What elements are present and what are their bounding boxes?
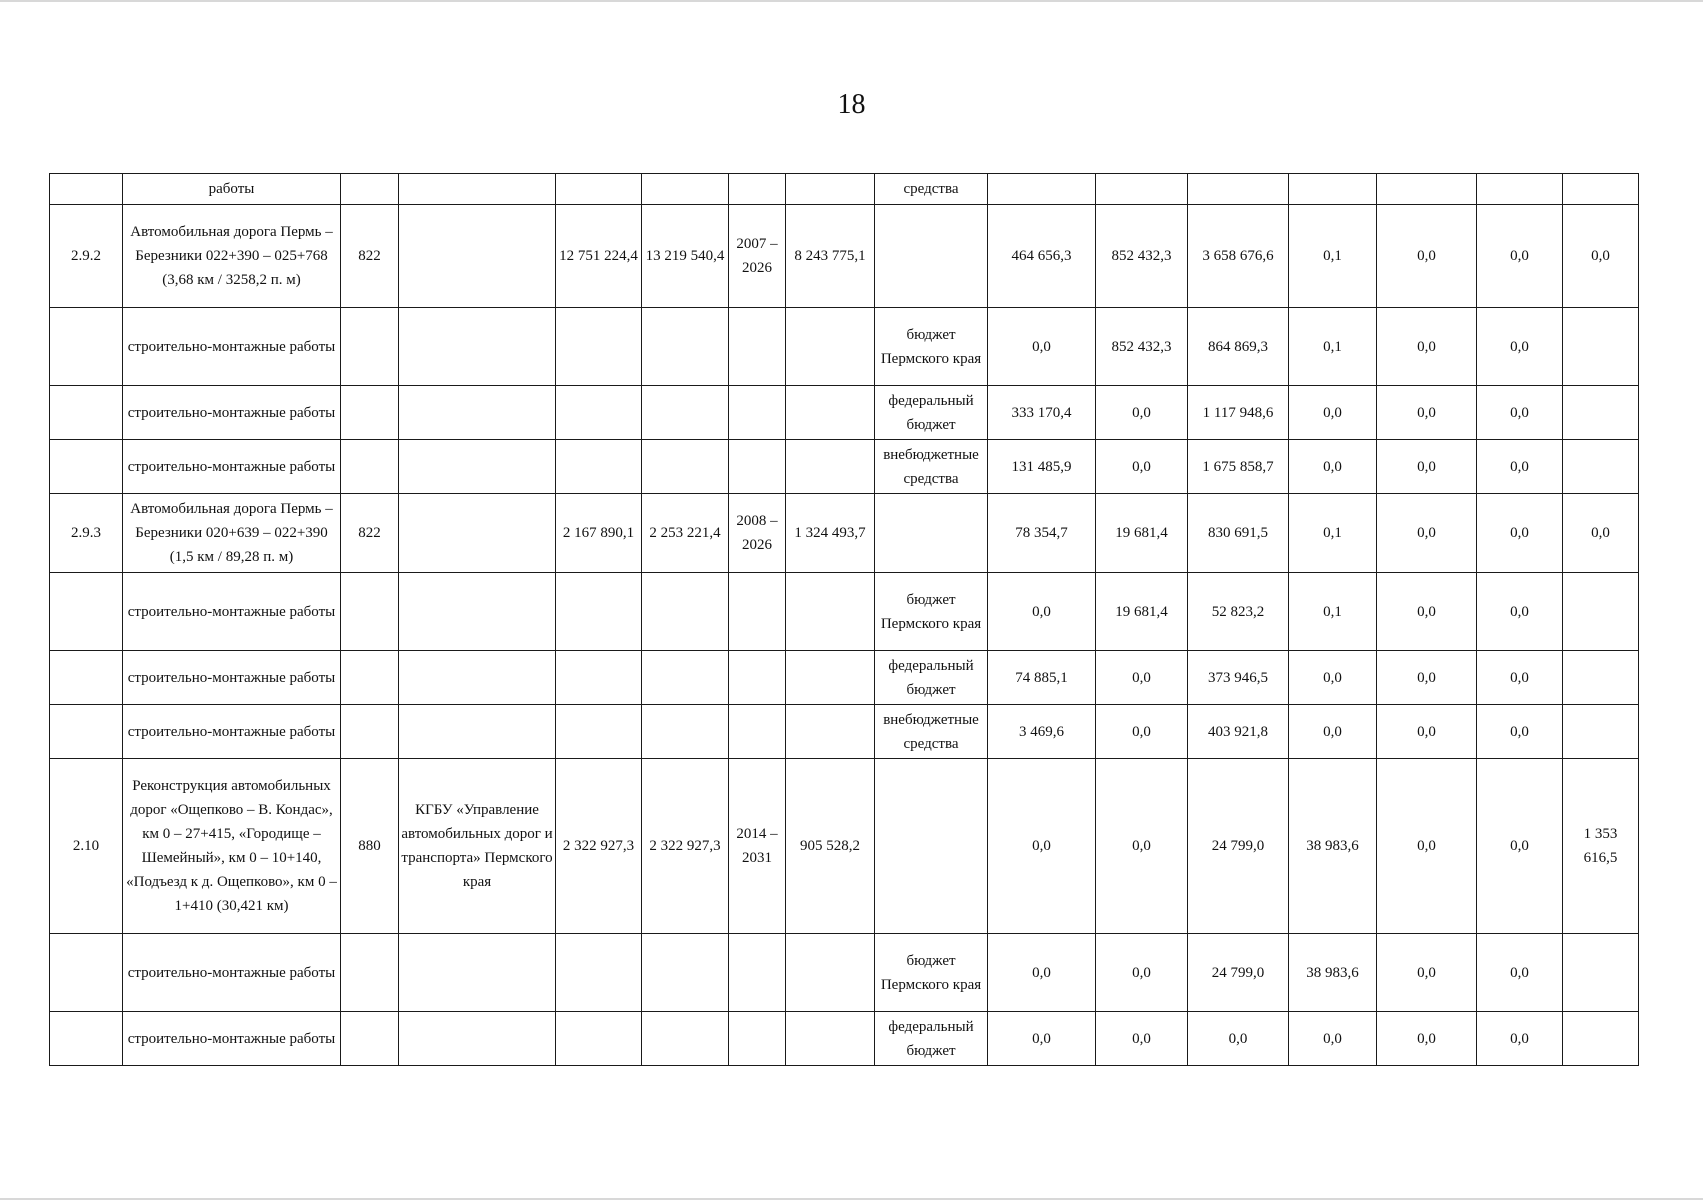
table-body: [50, 174, 1639, 1066]
cell-item-name: строительно-монтажные работы: [123, 386, 341, 440]
cell-value-year-2: 0,0: [1096, 1012, 1188, 1066]
table-row-subitem: [50, 308, 1639, 386]
cell-value-year-3: 403 921,8: [1188, 705, 1289, 759]
cell-cost-total: [642, 308, 729, 386]
cell-estimated-cost: 2 322 927,3: [556, 759, 642, 934]
cell-spent-prior: 8 243 775,1: [786, 205, 875, 308]
cell-value-year-6: 0,0: [1477, 308, 1563, 386]
cell-estimated-cost: 2 167 890,1: [556, 494, 642, 573]
cell-value-year-2: [1096, 174, 1188, 205]
cell-code: [341, 705, 399, 759]
cell-funding-source: внебюджетные средства: [875, 440, 988, 494]
cell-spent-prior: 905 528,2: [786, 759, 875, 934]
table-row-subitem: [50, 440, 1639, 494]
cell-funding-source: средства: [875, 174, 988, 205]
cell-cost-total: [642, 705, 729, 759]
cell-value-year-5: 0,0: [1377, 308, 1477, 386]
cell-spent-prior: 1 324 493,7: [786, 494, 875, 573]
table-row-subitem: [50, 1012, 1639, 1066]
cell-period: [729, 934, 786, 1012]
cell-executor: [399, 1012, 556, 1066]
cell-funding-source: бюджет Пермского края: [875, 934, 988, 1012]
cell-value-year-5: 0,0: [1377, 934, 1477, 1012]
cell-estimated-cost: [556, 174, 642, 205]
cell-spent-prior: [786, 934, 875, 1012]
cell-value-year-3: 1 675 858,7: [1188, 440, 1289, 494]
cell-period: 2007 – 2026: [729, 205, 786, 308]
cell-value-year-1: 131 485,9: [988, 440, 1096, 494]
table-row-subitem: [50, 651, 1639, 705]
cell-value-year-2: 0,0: [1096, 934, 1188, 1012]
cell-period: [729, 308, 786, 386]
cell-executor: [399, 205, 556, 308]
cell-value-year-6: 0,0: [1477, 651, 1563, 705]
cell-value-year-6: 0,0: [1477, 759, 1563, 934]
cell-executor: [399, 440, 556, 494]
cell-period: 2014 – 2031: [729, 759, 786, 934]
cell-value-year-2: 852 432,3: [1096, 308, 1188, 386]
cell-spent-prior: [786, 1012, 875, 1066]
cell-spent-prior: [786, 174, 875, 205]
cell-value-year-4: 0,0: [1289, 651, 1377, 705]
cell-estimated-cost: 12 751 224,4: [556, 205, 642, 308]
cell-item-name: работы: [123, 174, 341, 205]
cell-value-year-3: 830 691,5: [1188, 494, 1289, 573]
cell-value-year-1: [988, 174, 1096, 205]
cell-period: [729, 705, 786, 759]
cell-period: [729, 440, 786, 494]
cell-value-year-1: 0,0: [988, 934, 1096, 1012]
cell-value-year-5: 0,0: [1377, 573, 1477, 651]
cell-value-year-3: 1 117 948,6: [1188, 386, 1289, 440]
cell-value-year-2: 0,0: [1096, 386, 1188, 440]
cell-spent-prior: [786, 651, 875, 705]
budget-table: [49, 173, 1639, 1066]
cell-item-name: Автомобильная дорога Пермь – Березники 020+639 – 022+390 (1,5 км / 89,28 п. м): [123, 494, 341, 573]
cell-executor: [399, 705, 556, 759]
cell-cost-total: 13 219 540,4: [642, 205, 729, 308]
cell-value-year-3: 3 658 676,6: [1188, 205, 1289, 308]
cell-spent-prior: [786, 573, 875, 651]
cell-row-number: [50, 308, 123, 386]
cell-item-name: строительно-монтажные работы: [123, 308, 341, 386]
cell-period: [729, 651, 786, 705]
cell-value-year-3: 52 823,2: [1188, 573, 1289, 651]
cell-estimated-cost: [556, 934, 642, 1012]
cell-row-number: [50, 573, 123, 651]
cell-code: [341, 174, 399, 205]
cell-item-name: Автомобильная дорога Пермь – Березники 022+390 – 025+768 (3,68 км / 3258,2 п. м): [123, 205, 341, 308]
cell-value-year-5: 0,0: [1377, 651, 1477, 705]
cell-value-year-3: 373 946,5: [1188, 651, 1289, 705]
cell-estimated-cost: [556, 651, 642, 705]
cell-value-year-6: 0,0: [1477, 494, 1563, 573]
cell-item-name: строительно-монтажные работы: [123, 705, 341, 759]
cell-value-year-7: [1563, 651, 1639, 705]
cell-item-name: строительно-монтажные работы: [123, 573, 341, 651]
table-row-object: [50, 494, 1639, 573]
cell-estimated-cost: [556, 440, 642, 494]
cell-funding-source: бюджет Пермского края: [875, 573, 988, 651]
cell-funding-source: [875, 205, 988, 308]
cell-value-year-3: 864 869,3: [1188, 308, 1289, 386]
cell-cost-total: [642, 440, 729, 494]
table-row-subitem: [50, 386, 1639, 440]
cell-funding-source: бюджет Пермского края: [875, 308, 988, 386]
cell-value-year-7: 0,0: [1563, 494, 1639, 573]
cell-code: 880: [341, 759, 399, 934]
cell-code: [341, 386, 399, 440]
cell-executor: [399, 174, 556, 205]
table-row-subitem: [50, 705, 1639, 759]
cell-code: [341, 934, 399, 1012]
cell-row-number: [50, 440, 123, 494]
cell-value-year-4: 0,1: [1289, 308, 1377, 386]
cell-value-year-2: 19 681,4: [1096, 494, 1188, 573]
cell-row-number: [50, 705, 123, 759]
cell-value-year-6: [1477, 174, 1563, 205]
cell-funding-source: [875, 494, 988, 573]
cell-funding-source: федеральный бюджет: [875, 1012, 988, 1066]
cell-item-name: строительно-монтажные работы: [123, 934, 341, 1012]
cell-value-year-1: 0,0: [988, 1012, 1096, 1066]
cell-item-name: строительно-монтажные работы: [123, 1012, 341, 1066]
cell-value-year-2: 0,0: [1096, 759, 1188, 934]
cell-value-year-7: 1 353 616,5: [1563, 759, 1639, 934]
cell-value-year-7: [1563, 440, 1639, 494]
cell-period: [729, 386, 786, 440]
cell-value-year-7: 0,0: [1563, 205, 1639, 308]
cell-cost-total: [642, 573, 729, 651]
cell-value-year-7: [1563, 1012, 1639, 1066]
table-row-object: [50, 759, 1639, 934]
cell-value-year-5: [1377, 174, 1477, 205]
cell-executor: КГБУ «Управление автомобильных дорог и транспорта» Пермского края: [399, 759, 556, 934]
cell-value-year-2: 0,0: [1096, 440, 1188, 494]
cell-value-year-6: 0,0: [1477, 705, 1563, 759]
cell-funding-source: федеральный бюджет: [875, 386, 988, 440]
cell-spent-prior: [786, 386, 875, 440]
cell-cost-total: 2 322 927,3: [642, 759, 729, 934]
scan-edge-top: [0, 0, 1703, 2]
cell-code: [341, 308, 399, 386]
cell-value-year-2: 0,0: [1096, 651, 1188, 705]
table-row-subitem: [50, 934, 1639, 1012]
cell-row-number: [50, 1012, 123, 1066]
cell-funding-source: федеральный бюджет: [875, 651, 988, 705]
cell-value-year-6: 0,0: [1477, 1012, 1563, 1066]
cell-code: [341, 1012, 399, 1066]
cell-estimated-cost: [556, 573, 642, 651]
cell-value-year-4: 0,1: [1289, 494, 1377, 573]
cell-item-name: строительно-монтажные работы: [123, 440, 341, 494]
cell-value-year-5: 0,0: [1377, 440, 1477, 494]
cell-value-year-1: 0,0: [988, 573, 1096, 651]
cell-value-year-5: 0,0: [1377, 1012, 1477, 1066]
cell-value-year-1: 333 170,4: [988, 386, 1096, 440]
cell-row-number: [50, 651, 123, 705]
cell-value-year-5: 0,0: [1377, 705, 1477, 759]
cell-value-year-1: 0,0: [988, 308, 1096, 386]
cell-value-year-5: 0,0: [1377, 494, 1477, 573]
cell-estimated-cost: [556, 705, 642, 759]
cell-value-year-4: [1289, 174, 1377, 205]
cell-value-year-4: 38 983,6: [1289, 759, 1377, 934]
cell-value-year-3: [1188, 174, 1289, 205]
cell-row-number: 2.9.3: [50, 494, 123, 573]
cell-value-year-7: [1563, 934, 1639, 1012]
cell-executor: [399, 573, 556, 651]
cell-estimated-cost: [556, 308, 642, 386]
cell-executor: [399, 651, 556, 705]
cell-cost-total: [642, 174, 729, 205]
cell-value-year-4: 0,0: [1289, 440, 1377, 494]
cell-value-year-4: 0,0: [1289, 1012, 1377, 1066]
cell-code: 822: [341, 494, 399, 573]
cell-value-year-7: [1563, 174, 1639, 205]
cell-executor: [399, 494, 556, 573]
cell-value-year-2: 0,0: [1096, 705, 1188, 759]
cell-value-year-6: 0,0: [1477, 205, 1563, 308]
cell-value-year-1: 3 469,6: [988, 705, 1096, 759]
cell-value-year-6: 0,0: [1477, 934, 1563, 1012]
cell-value-year-2: 19 681,4: [1096, 573, 1188, 651]
cell-cost-total: 2 253 221,4: [642, 494, 729, 573]
table-row-object: [50, 205, 1639, 308]
cell-value-year-7: [1563, 386, 1639, 440]
cell-value-year-3: 0,0: [1188, 1012, 1289, 1066]
cell-row-number: [50, 934, 123, 1012]
cell-value-year-4: 0,0: [1289, 386, 1377, 440]
cell-cost-total: [642, 651, 729, 705]
cell-value-year-7: [1563, 573, 1639, 651]
cell-period: [729, 1012, 786, 1066]
cell-cost-total: [642, 386, 729, 440]
cell-row-number: 2.9.2: [50, 205, 123, 308]
cell-value-year-6: 0,0: [1477, 440, 1563, 494]
cell-cost-total: [642, 1012, 729, 1066]
cell-code: [341, 651, 399, 705]
cell-value-year-1: 78 354,7: [988, 494, 1096, 573]
cell-item-name: Реконструкция автомобильных дорог «Ощепково – В. Кондас», км 0 – 27+415, «Городище – Шемейный», км 0 – 10+140, «Подъезд к д. Ощепково», км 0 – 1+410 (30,421 км): [123, 759, 341, 934]
cell-value-year-5: 0,0: [1377, 759, 1477, 934]
cell-value-year-7: [1563, 308, 1639, 386]
page-number: 18: [837, 89, 866, 120]
cell-code: 822: [341, 205, 399, 308]
cell-row-number: 2.10: [50, 759, 123, 934]
cell-item-name: строительно-монтажные работы: [123, 651, 341, 705]
cell-spent-prior: [786, 705, 875, 759]
cell-value-year-1: 464 656,3: [988, 205, 1096, 308]
cell-value-year-3: 24 799,0: [1188, 759, 1289, 934]
cell-value-year-4: 0,0: [1289, 705, 1377, 759]
cell-value-year-4: 0,1: [1289, 205, 1377, 308]
cell-row-number: [50, 174, 123, 205]
cell-funding-source: [875, 759, 988, 934]
cell-value-year-4: 38 983,6: [1289, 934, 1377, 1012]
cell-period: [729, 174, 786, 205]
cell-executor: [399, 934, 556, 1012]
table-row-subitem: [50, 573, 1639, 651]
cell-spent-prior: [786, 440, 875, 494]
table-row-subitem: [50, 174, 1639, 205]
cell-code: [341, 573, 399, 651]
cell-executor: [399, 308, 556, 386]
cell-value-year-6: 0,0: [1477, 573, 1563, 651]
cell-estimated-cost: [556, 1012, 642, 1066]
cell-value-year-1: 0,0: [988, 759, 1096, 934]
cell-row-number: [50, 386, 123, 440]
cell-value-year-6: 0,0: [1477, 386, 1563, 440]
cell-period: 2008 – 2026: [729, 494, 786, 573]
cell-value-year-5: 0,0: [1377, 386, 1477, 440]
cell-cost-total: [642, 934, 729, 1012]
cell-spent-prior: [786, 308, 875, 386]
cell-value-year-4: 0,1: [1289, 573, 1377, 651]
cell-value-year-1: 74 885,1: [988, 651, 1096, 705]
cell-period: [729, 573, 786, 651]
cell-value-year-5: 0,0: [1377, 205, 1477, 308]
cell-value-year-2: 852 432,3: [1096, 205, 1188, 308]
cell-value-year-7: [1563, 705, 1639, 759]
cell-executor: [399, 386, 556, 440]
cell-estimated-cost: [556, 386, 642, 440]
cell-code: [341, 440, 399, 494]
cell-funding-source: внебюджетные средства: [875, 705, 988, 759]
cell-value-year-3: 24 799,0: [1188, 934, 1289, 1012]
